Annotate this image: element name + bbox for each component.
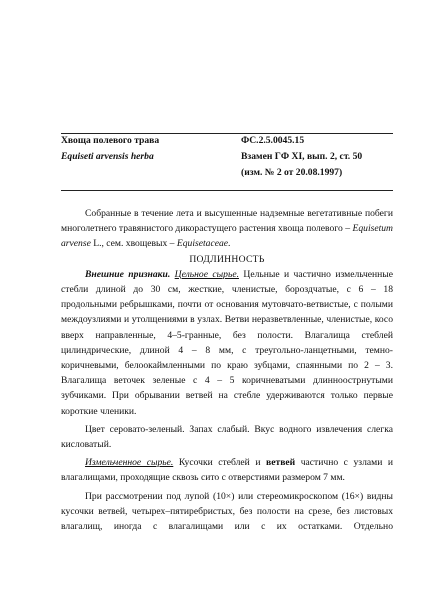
monograph-header <box>61 133 391 181</box>
latin-species: Equisetum arvense <box>61 223 393 250</box>
external-features-paragraph <box>61 267 393 419</box>
crushed-text-a: Кусочки стеблей и <box>173 457 267 469</box>
header-row-1 <box>61 133 391 149</box>
header-spacer <box>61 165 239 181</box>
whole-material-label: Цельное сырье. <box>174 268 239 280</box>
color-paragraph: Цвет серовато-зеленый. Запах слабый. Вкус водного извлечения слегка кисловатый. <box>61 423 393 451</box>
herb-name-latin: Equiseti arvensis herba <box>61 151 154 162</box>
microscopy-paragraph: При рассмотрении под лупой (10×) или стереомикроскопом (16×) видны кусочки ветвей, четырех–пятиребристых, без полости на срезе, без листовых влагалищ, иногда с влагалищами или с их остатками. Отдельно <box>61 490 393 533</box>
monograph-body <box>61 206 393 534</box>
external-features-label: Внешние признаки. <box>85 268 171 280</box>
herb-name-ru: Хвоща полевого трава <box>61 135 160 146</box>
header-row-3 <box>61 165 391 181</box>
replaces-note: Взамен ГФ XI, вып. 2, ст. 50 <box>241 151 363 162</box>
crushed-material-paragraph <box>61 455 393 485</box>
intro-paragraph <box>61 206 393 252</box>
intro-text: Собранные в течение лета и высушенные надземные вегетативные побеги многолетнего травянистого дикорастущего растения хвоща полевого – <box>61 208 393 235</box>
latin-family: Equisetaceae <box>176 238 229 250</box>
crushed-text-b: частично с узлами и влагалищами, проходящие сквозь сито с отверстиями размером 7 мм. <box>61 457 394 484</box>
intro-text-end: . <box>228 238 231 250</box>
section-title: ПОДЛИННОСТЬ <box>189 253 265 265</box>
intro-text-mid: L., сем. хвощевых – <box>90 238 177 250</box>
crushed-material-label: Измельченное сырье. <box>85 457 174 469</box>
crushed-bold-word: ветвей <box>266 457 296 469</box>
header-row-2 <box>61 149 391 165</box>
external-features-text: Цельные и частично измельченные стебли длиной до 30 см, жесткие, членистые, бороздчатые, с 6 – 18 продольными ребрышками, почти от основания мутовчато-ветвистые, с полыми междоузлиями и утолщениями в узлах. Ветви неразветвленные, членистые, косо вверх направленные, 4–5-гранные, без полости. Влагалища стеблей цилиндрические, длиной 4 – 8 мм, с треугольно-ланцетными, темно-коричневыми, белоокаймленными по краю зубцами, спаянными по 2 – 3. Влагалища веточек зеленые с 4 – 5 коричневатыми длинноострнутыми зубчиками. При обрывании ветвей на стебле удерживаются только первые короткие членики. <box>61 268 393 417</box>
header-bottom-rule <box>61 190 393 191</box>
monograph-code: ФС.2.5.0045.15 <box>241 135 305 146</box>
amendment-note: (изм. № 2 от 20.08.1997) <box>241 167 343 178</box>
